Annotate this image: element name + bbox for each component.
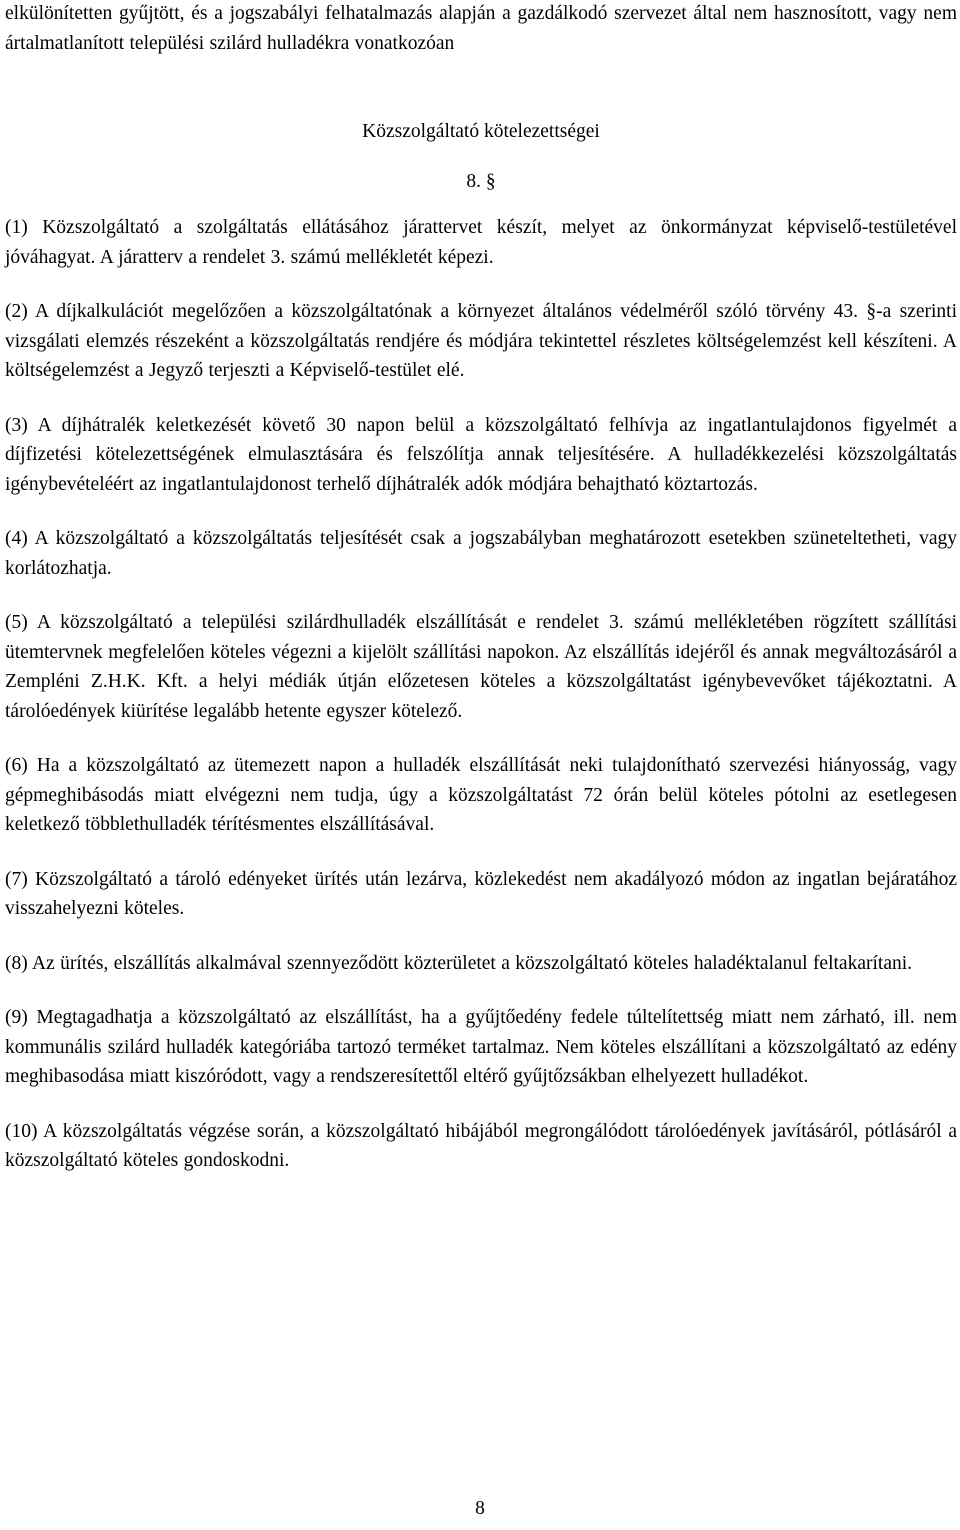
paragraph-7: (7) Közszolgáltató a tároló edényeket ürítés után lezárva, közlekedést nem akadályozó módon az ingatlan bejáratához visszahelyezni köteles. (5, 868, 957, 919)
page-number: 8 (475, 1498, 485, 1519)
document-body (5, 0, 957, 1176)
paragraph-1: (1) Közszolgáltató a szolgáltatás ellátásához járattervet készít, melyet az önkormányzat képviselő-testületével jóváhagyat. A járatterv a rendelet 3. számú mellékletét képezi. (5, 217, 957, 268)
paragraph-5: (5) A közszolgáltató a települési szilárdhulladék elszállítását e rendelet 3. számú mellékletében rögzített szállítási ütemtervnek megfelelően köteles végezni a kijelölt szállítási napokon. Az elszállítás idejéről és annak megváltozásáról a Zempléni Z.H.K. Kft. a helyi médiák útján előzetesen köteles a közszolgáltatást igénybevevőket tájékoztatni. A tárolóedények kiürítése legalább hetente egyszer kötelező. (5, 612, 957, 722)
paragraph-2: (2) A díjkalkulációt megelőzően a közszolgáltatónak a környezet általános védelméről szóló törvény 43. §-a szerinti vizsgálati elemzés részeként a közszolgáltatás rendjére és módjára tekintettel részletes költségelemzést kell készíteni. A költségelemzést a Jegyző terjeszti a Képviselő-testület elé. (5, 301, 957, 381)
paragraph-10: (10) A közszolgáltatás végzése során, a közszolgáltató hibájából megrongálódott tárolóedények javításáról, pótlásáról a közszolgáltató köteles gondoskodni. (5, 1120, 957, 1171)
section-number: 8. § (466, 170, 496, 192)
paragraph-6: (6) Ha a közszolgáltató az ütemezett napon a hulladék elszállítását neki tulajdonítható szervezési hiányosság, vagy gépmeghibásodás miatt elvégezni nem tudja, úgy a közszolgáltatást 72 órán belül köteles pótolni az esetlegesen keletkező többlethulladék térítésmentes elszállításával. (5, 755, 957, 835)
section-heading: Közszolgáltató kötelezettségei (362, 121, 600, 142)
paragraph-4: (4) A közszolgáltató a közszolgáltatás teljesítését csak a jogszabályban meghatározott esetekben szüneteltetheti, vagy korlátozhatja. (5, 528, 957, 579)
paragraph-8: (8) Az ürítés, elszállítás alkalmával szennyeződött közterületet a közszolgáltató köteles haladéktalanul feltakarítani. (5, 952, 913, 974)
intro-paragraph: elkülönítetten gyűjtött, és a jogszabályi felhatalmazás alapján a gazdálkodó szervezet által nem hasznosított, vagy nem ártalmatlanított települési szilárd hulladékra vonatkozóan (5, 3, 957, 54)
paragraph-3: (3) A díjhátralék keletkezését követő 30 napon belül a közszolgáltató felhívja az ingatlantulajdonos figyelmét a díjfizetési kötelezettségének elmulasztására és felszólítja annak teljesítésére. A hulladékkezelési közszolgáltatás igénybevételéért az ingatlantulajdonost terhelő díjhátralék adók módjára behajtható köztartozás. (5, 414, 957, 495)
paragraph-9: (9) Megtagadhatja a közszolgáltató az elszállítást, ha a gyűjtőedény fedele túltelítettség miatt nem zárható, ill. nem kommunális szilárd hulladék kategóriába tartozó terméket tartalmaz. Nem köteles elszállítani a közszolgáltató az edény meghibasodása miatt kiszóródott, vagy a rendszeresítettől eltérő gyűjtőzsákban elhelyezett hulladékot. (5, 1007, 957, 1087)
